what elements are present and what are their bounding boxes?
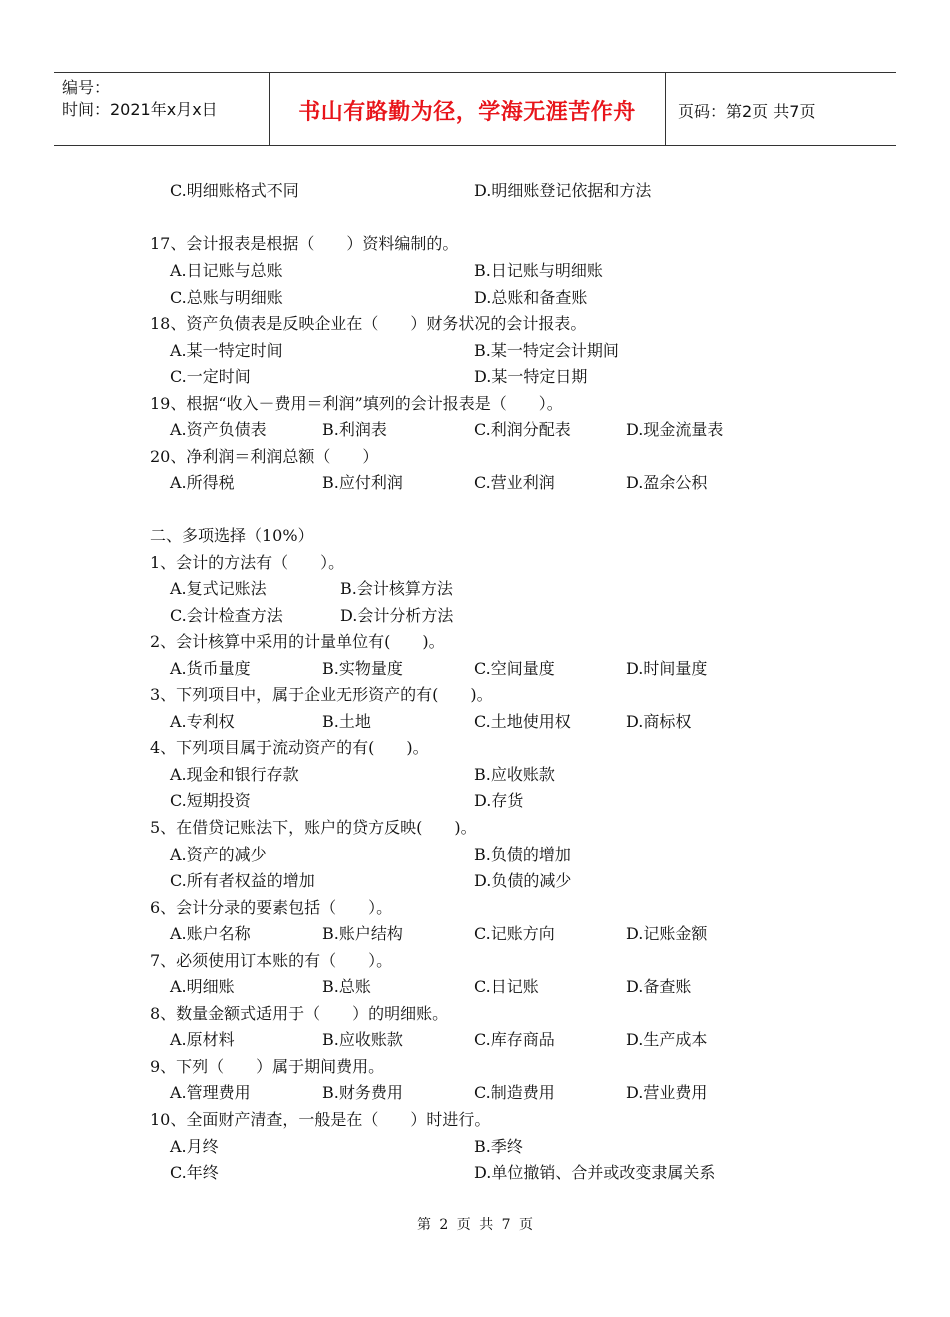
question-19: 19、根据“收入－费用＝利润”填列的会计报表是（ ）。: [150, 394, 563, 413]
option-a: A.某一特定时间: [170, 341, 283, 360]
header-motto: 书山有路勤为径，学海无涯苦作舟: [298, 100, 636, 125]
option-a: A.月终: [170, 1137, 219, 1156]
option-b: B.应收账款: [474, 765, 555, 784]
question-m4: 4、下列项目属于流动资产的有( )。: [150, 738, 429, 757]
option-d: D.商标权: [626, 712, 692, 731]
option-d: D.单位撤销、合并或改变隶属关系: [474, 1163, 716, 1182]
option-b: B.账户结构: [322, 924, 403, 943]
option-b: B.总账: [322, 977, 371, 996]
option-d: D.负债的减少: [474, 871, 572, 890]
option-b: B.应付利润: [322, 473, 403, 492]
option-b: B.负债的增加: [474, 845, 571, 864]
option-b: B.利润表: [322, 420, 387, 439]
option-a: A.资产的减少: [170, 845, 267, 864]
option-b: B.土地: [322, 712, 371, 731]
option-a: A.管理费用: [170, 1083, 251, 1102]
question-17: 17、会计报表是根据（ ）资料编制的。: [150, 234, 459, 253]
question-m3: 3、下列项目中，属于企业无形资产的有( )。: [150, 685, 493, 704]
option-d: D.营业费用: [626, 1083, 708, 1102]
option-d: D.某一特定日期: [474, 367, 588, 386]
option-a: A.日记账与总账: [170, 261, 283, 280]
question-m5: 5、在借贷记账法下，账户的贷方反映( )。: [150, 818, 477, 837]
header-page-number: 页码：第2页 共7页: [678, 102, 816, 121]
option-d: D.记账金额: [626, 924, 708, 943]
question-m2: 2、会计核算中采用的计量单位有( )。: [150, 632, 445, 651]
option-a: A.专利权: [170, 712, 235, 731]
page-footer: 第 2 页 共 7 页: [416, 1217, 534, 1233]
question-20: 20、净利润＝利润总额（ ）: [150, 447, 379, 466]
option-d: D.生产成本: [626, 1030, 708, 1049]
option-a: A.账户名称: [170, 924, 251, 943]
option-c: C.明细账格式不同: [170, 181, 299, 200]
option-c: C.记账方向: [474, 924, 555, 943]
option-c: C.库存商品: [474, 1030, 555, 1049]
option-d: D.备查账: [626, 977, 692, 996]
option-a: A.复式记账法: [170, 579, 267, 598]
question-m6: 6、会计分录的要素包括（ ）。: [150, 898, 393, 917]
option-c: C.营业利润: [474, 473, 555, 492]
option-b: B.应收账款: [322, 1030, 403, 1049]
option-d: D.存货: [474, 791, 524, 810]
option-c: C.利润分配表: [474, 420, 571, 439]
option-d: D.明细账登记依据和方法: [474, 181, 652, 200]
question-m10: 10、全面财产清查，一般是在（ ）时进行。: [150, 1110, 491, 1129]
option-b: B.实物量度: [322, 659, 403, 678]
option-c: C.总账与明细账: [170, 288, 283, 307]
option-c: C.土地使用权: [474, 712, 571, 731]
option-d: D.会计分析方法: [340, 606, 454, 625]
option-c: C.短期投资: [170, 791, 251, 810]
option-d: D.时间量度: [626, 659, 708, 678]
question-m8: 8、数量金额式适用于（ ）的明细账。: [150, 1004, 449, 1023]
option-d: D.盈余公积: [626, 473, 708, 492]
option-b: B.某一特定会计期间: [474, 341, 619, 360]
serial-label: 编号：: [62, 78, 111, 97]
option-a: A.货币量度: [170, 659, 251, 678]
option-c: C.日记账: [474, 977, 539, 996]
option-c: C.空间量度: [474, 659, 555, 678]
option-a: A.所得税: [170, 473, 235, 492]
option-a: A.现金和银行存款: [170, 765, 299, 784]
option-a: A.原材料: [170, 1030, 235, 1049]
option-c: C.一定时间: [170, 367, 251, 386]
option-b: B.会计核算方法: [340, 579, 453, 598]
option-b: B.季终: [474, 1137, 523, 1156]
question-m1: 1、会计的方法有（ ）。: [150, 553, 345, 572]
option-d: D.现金流量表: [626, 420, 724, 439]
question-18: 18、资产负债表是反映企业在（ ）财务状况的会计报表。: [150, 314, 587, 333]
question-m9: 9、下列（ ）属于期间费用。: [150, 1057, 385, 1076]
section-title: 二、多项选择（10%）: [150, 526, 314, 545]
option-b: B.财务费用: [322, 1083, 403, 1102]
option-c: C.制造费用: [474, 1083, 555, 1102]
option-c: C.所有者权益的增加: [170, 871, 315, 890]
option-b: B.日记账与明细账: [474, 261, 603, 280]
option-a: A.资产负债表: [170, 420, 267, 439]
time-label: 时间：2021年x月x日: [62, 100, 218, 119]
option-c: C.年终: [170, 1163, 219, 1182]
question-m7: 7、必须使用订本账的有（ ）。: [150, 951, 393, 970]
option-d: D.总账和备查账: [474, 288, 588, 307]
option-c: C.会计检查方法: [170, 606, 283, 625]
option-a: A.明细账: [170, 977, 235, 996]
